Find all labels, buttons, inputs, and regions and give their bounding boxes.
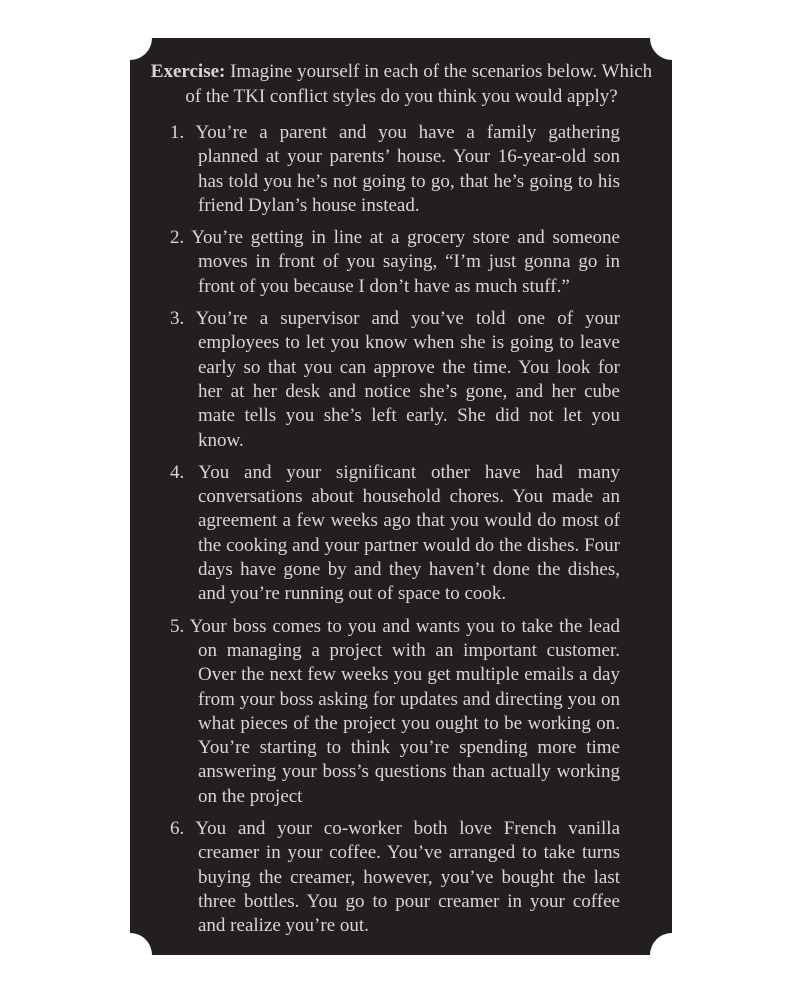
- scenario-list: [150, 121, 620, 939]
- list-item: [150, 615, 620, 809]
- card-content: [150, 59, 653, 939]
- item-text: You’re a parent and you have a family gathering planned at your parents’ house. Your 16-year-old son has told you he’s not going to go, that he’s going to his friend Dylan’s house instead.: [195, 122, 620, 216]
- item-text: You and your co-worker both love French vanilla creamer in your coffee. You’ve arranged to take turns buying the creamer, however, you’ve bought the last three bottles. You go to pour creamer in your coffee and realize you’re out.: [195, 818, 620, 937]
- item-text: You and your significant other have had many conversations about household chores. You made an agreement a few weeks ago that you would do most of the cooking and your partner would do the dishes. Four days have gone by and they haven’t done the dishes, and you’re running out of space to cook.: [198, 461, 620, 605]
- item-text: You’re a supervisor and you’ve told one of your employees to let you know when she is going to leave early so that you can approve the time. You look for her at her desk and notice she’s gone, and her cube mate tells you she’s left early. She did not let you know.: [195, 308, 620, 451]
- exercise-header: [150, 59, 653, 109]
- list-item: [150, 121, 620, 218]
- list-item: [150, 817, 620, 938]
- item-number: 6.: [170, 818, 185, 840]
- item-text: You’re getting in line at a grocery store and someone moves in front of you saying, “I’m just gonna go in front of you because I don’t have as much stuff.”: [191, 227, 620, 297]
- list-item: [150, 226, 620, 299]
- item-text: Your boss comes to you and wants you to take the lead on managing a project with an important customer. Over the next few weeks you get multiple emails a day from your boss asking for updates and directing you on what pieces of the project you ought to be working on. You’re starting to think you’re spending more time answering your boss’s questions than actually working on the project: [189, 615, 620, 807]
- list-item: [150, 307, 620, 453]
- item-number: 5.: [170, 615, 185, 637]
- item-number: 1.: [170, 122, 185, 143]
- item-number: 3.: [170, 308, 185, 330]
- document-card: [130, 38, 672, 955]
- exercise-label: Exercise:: [150, 61, 226, 82]
- list-item: [150, 461, 620, 607]
- item-number: 4.: [170, 461, 185, 483]
- exercise-question: Imagine yourself in each of the scenarios below. Which of the TKI conflict styles do you think you would apply?: [185, 61, 653, 107]
- item-number: 2.: [170, 227, 185, 249]
